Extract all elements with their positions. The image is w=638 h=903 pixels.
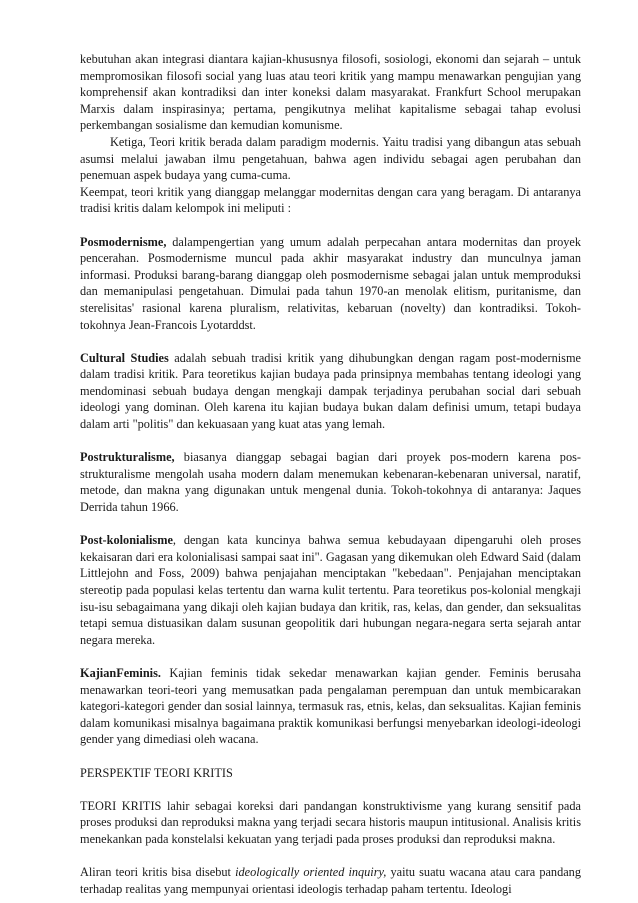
paragraph-ketiga: Ketiga, Teori kritik berada dalam paradigm modernis. Yaitu tradisi yang dibangun atas sebuah asumsi melalui jawaban ilmu pengetahuan, bahwa agen individu sebagai agen perubahan dan penemuan aspek budaya yang cuma-cuma. (80, 134, 581, 183)
section-postrukturalisme (80, 449, 581, 515)
spacer (80, 516, 581, 533)
term-kajian-feminis: KajianFeminis. (80, 665, 161, 680)
paragraph-teori-kritis: TEORI KRITIS lahir sebagai koreksi dari pandangan konstruktivisme yang kurang sensitif pada proses produksi dan reproduksi makna yang terjadi secara historis maupun intitusional. Analisis kritis menekankan pada konstelalsi kekuatan yang terjadi pada proses produksi dan reproduksi makna. (80, 798, 581, 846)
term-postrukturalisme: Postrukturalisme, (80, 450, 175, 465)
body-posmodernisme: dalampengertian yang umum adalah perpecahan antara modernitas dan proyek pencerahan. Posmodernisme muncul pada akhir masyarakat industry dan munculnya jaman informasi. Produksi barang-barang dianggap oleh posmodernisme sebagai jalan untuk memproduksi dan memanipulasi pengetahuan. Dimulai pada tahun 1970-an menolak elitism, puritanisme, dan sterelisitas' rasional karena pluralism, relativitas, kebaruan (novelty) dan kontradiksi. Tokoh-tokohnya Jean-Francois Lyotarddst. (80, 234, 581, 332)
body-kajian-feminis: Kajian feminis tidak sekedar menawarkan kajian gender. Feminis berusaha menawarkan teori-teori yang memusatkan pada pengalaman perempuan dan untuk membicarakan kategori-kategori gender dan sosial lainnya, termasuk ras, etnis, kelas, dan seksualitas. Kajian feminis dalam komunikasi misalnya bagaimana praktik komunikasi berfungsi menyebarkan ideologi-ideologi gender yang dimediasi oleh wacana. (80, 665, 581, 747)
aliran-italic: ideologically oriented inquiry, (235, 865, 387, 880)
spacer (80, 848, 581, 865)
section-posmodernisme (80, 234, 581, 334)
body-postrukturalisme: biasanya dianggap sebagai bagian dari proyek pos-modern karena pos-strukturalisme mengolah usaha modern dalam menemukan kebenaran-kebenaran universal, naratif, metode, dan makna yang digunakan untuk mengenal dunia. Tokoh-tokohnya di antaranya: Jaques Derrida tahun 1966. (80, 450, 581, 515)
paragraph-aliran (80, 864, 581, 897)
aliran-before: Aliran teori kritis bisa disebut (80, 865, 236, 880)
body-post-kolonialisme: , dengan kata kuncinya bahwa semua kebudayaan dipengaruhi oleh proses kekaisaran dari era kolonialisasi sampai saat ini". Gagasan yang dikemukan oleh Edward Said (dalam Littlejohn and Foss, 2009) bahwa penjajahan menciptakan "kebedaan". Penjajahan menciptakan stereotip pada populasi kelas tertentu dan warna kulit tertentu. Para teoretikus pos-kolonial mengkaji isu-isu sebagaimana yang dikaji oleh kajian budaya dan kritik, ras, kelas, dan gender, dan seksualitas tetapi semua distuasikan dalam susunan geopolitik dari hubungan negara-negara serta sejarah antar negara mereka. (80, 533, 581, 647)
body-cultural-studies: adalah sebuah tradisi kritik yang dihubungkan dengan ragam post-modernisme dalam tradisi kritik. Para teoretikus kajian budaya pada prinsipnya membahas tentang ideologi yang mendominasi sebuah budaya dengan mengkaji dampak terjadinya perubahan social dari sebuah ideologi yang dominan. Oleh karena itu kajian budaya bukan dalam definisi umum, tetapi budaya dalam arti "politis" dan kekuasaan yang kuat atas yang lemah. (80, 350, 581, 432)
paragraph-intro: kebutuhan akan integrasi diantara kajian-khususnya filosofi, sosiologi, ekonomi dan sejarah – untuk mempromosikan filosofi social yang luas atau teori kritik yang mampu menawarkan pengujian yang komprehensif akan kontradiksi dan inter koneksi dalam masyarakat. Frankfurt School merupakan Marxis dalam inspirasinya; pertama, pengikutnya melihat kapitalisme sebagai tahap evolusi perkembangan sosialisme dan kemudian komunisme. (80, 52, 581, 133)
section-kajian-feminis (80, 665, 581, 748)
section-cultural-studies (80, 350, 581, 433)
paragraph-keempat: Keempat, teori kritik yang dianggap melanggar modernitas dengan cara yang beragam. Di antaranya tradisi kritis dalam kelompok ini meliputi : (80, 184, 581, 216)
spacer (80, 648, 581, 665)
spacer (80, 781, 581, 798)
term-posmodernisme: Posmodernisme, (80, 234, 167, 249)
term-cultural-studies: Cultural Studies (80, 350, 169, 365)
term-post-kolonialisme: Post-kolonialisme (80, 533, 173, 548)
spacer (80, 217, 581, 234)
spacer (80, 433, 581, 450)
spacer (80, 333, 581, 350)
section-post-kolonialisme (80, 532, 581, 648)
spacer (80, 748, 581, 765)
aliran-after: yaitu suatu wacana atau cara pandang terhadap realitas yang mempunyai orientasi ideologis terhadap paham tertentu. Ideologi (80, 865, 581, 896)
section-heading: PERSPEKTIF TEORI KRITIS (80, 765, 233, 780)
